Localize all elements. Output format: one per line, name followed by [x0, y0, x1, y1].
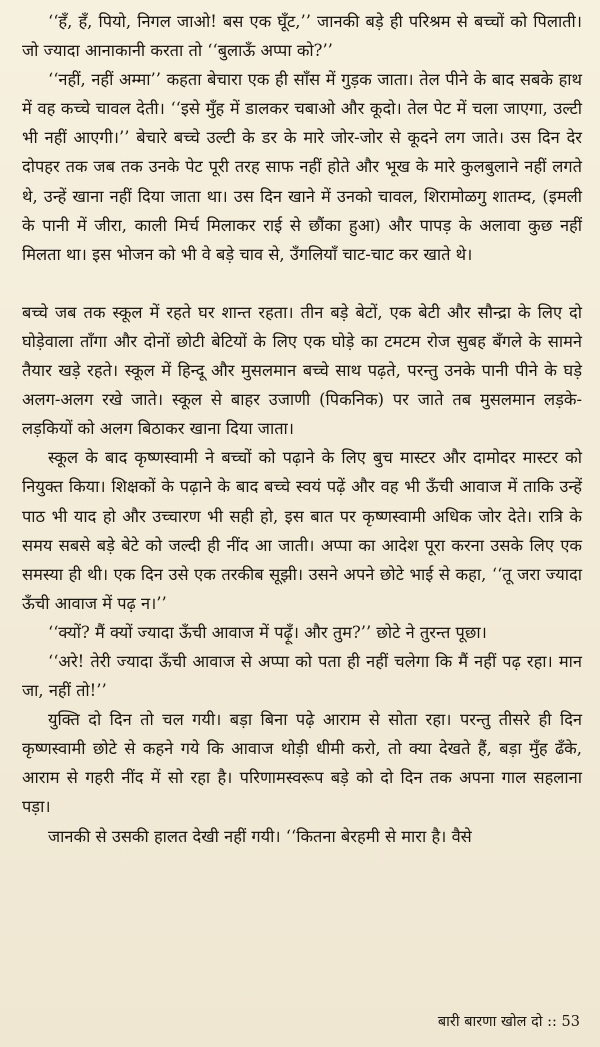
footer-separator: :: [547, 1014, 557, 1030]
paragraph-3: बच्चे जब तक स्कूल में रहते घर शान्त रहता। तीन बड़े बेटों, एक बेटी और सौन्द्रा के लिए दो घोड़ेवाला ताँगा और दोनों छोटी बेटियों के लिए एक घोड़े का टमटम रोज सुबह बँगले के सामने तैयार खड़े रहते। स्कूल में हिन्दू और मुसलमान बच्चे साथ पढ़ते, परन्तु उनके पानी पीने के घड़े अलग-अलग रखे जाते। स्कूल से बाहर उजाणी (पिकनिक) पर जाते तब मुसलमान लड़के-लड़कियों को अलग बिठाकर खाना दिया जाता। [22, 302, 582, 439]
page-footer [438, 1012, 580, 1032]
paragraph-6: ‘‘अरे! तेरी ज्यादा ऊँची आवाज से अप्पा को पता ही नहीं चलेगा कि मैं नहीं पढ़ रहा। मान जा, नहीं तो!’’ [22, 651, 582, 701]
paragraph-1: ‘‘हँ, हँ, पियो, निगल जाओ! बस एक घूँट,’’ जानकी बड़े ही परिश्रम से बच्चों को पिलाती। जो ज्यादा आनाकानी करता तो ‘‘बुलाऊँ अप्पा को?’’ [22, 12, 582, 61]
paragraph-5: ‘‘क्यों? मैं क्यों ज्यादा ऊँची आवाज में पढ़ूँ। और तुम?’’ छोटे ने तुरन्त पूछा। [48, 622, 487, 642]
paragraph-2: ‘‘नहीं, नहीं अम्मा’’ कहता बेचारा एक ही साँस में गुड़क जाता। तेल पीने के बाद सबके हाथ में वह कच्चे चावल देती। ‘‘इसे मुँह में डालकर चबाओ और कूदो। तेल पेट में चला जाएगा, उल्टी भी नहीं आएगी।’’ बेचारे बच्चे उल्टी के डर के मारे जोर-जोर से कूदने लग जाते। उस दिन देर दोपहर तक जब तक उनके पेट पूरी तरह साफ नहीं होते और भूख के मारे कुलबुलाने नहीं लगते थे, उन्हें खाना नहीं दिया जाता था। उस दिन खाने में उनको चावल, शिरामोळगु शातम्द, (इमली के पानी में जीरा, काली मिर्च मिलाकर राई से छौंका हुआ) और पापड़ के अलावा कुछ नहीं मिलता था। इस भोजन को भी वे बड़े चाव से, उँगलियाँ चाट-चाट कर खाते थे। [22, 70, 582, 264]
running-title: बारी बारणा खोल दो [437, 1014, 543, 1030]
paragraph-4: स्कूल के बाद कृष्णस्वामी ने बच्चों को पढ़ाने के लिए बुच मास्टर और दामोदर मास्टर को नियुक्त किया। शिक्षकों के पढ़ाने के बाद बच्चे स्वयं पढ़ें और वह भी ऊँची आवाज में ताकि उन्हें पाठ भी याद हो और उच्चारण भी सही हो, इस बात पर कृष्णस्वामी अधिक जोर देते। रात्रि के समय सबसे बड़े बेटे को जल्दी ही नींद आ जाती। अप्पा का आदेश पूरा करना उसके लिए एक समस्या ही थी। एक दिन उसे एक तरकीब सूझी। उसने अपने छोटे भाई से कहा, ‘‘तू जरा ज्यादा ऊँची आवाज में पढ़ न।’’ [22, 448, 582, 613]
paragraph-8: जानकी से उसकी हालत देखी नहीं गयी। ‘‘कितना बेरहमी से मारा है। वैसे [48, 826, 472, 846]
paragraph-7: युक्ति दो दिन तो चल गयी। बड़ा बिना पढ़े आराम से सोता रहा। परन्तु तीसरे ही दिन कृष्णस्वामी छोटे से कहने गये कि आवाज थोड़ी धीमी करो, तो क्या देखते हैं, बड़ा मुँह ढँके, आराम से गहरी नींद में सो रहा है। परिणामस्वरूप बड़े को दो दिन तक अपना गाल सहलाना पड़ा। [22, 710, 582, 817]
page-body-text [22, 7, 582, 851]
page-number: 53 [561, 1014, 580, 1030]
